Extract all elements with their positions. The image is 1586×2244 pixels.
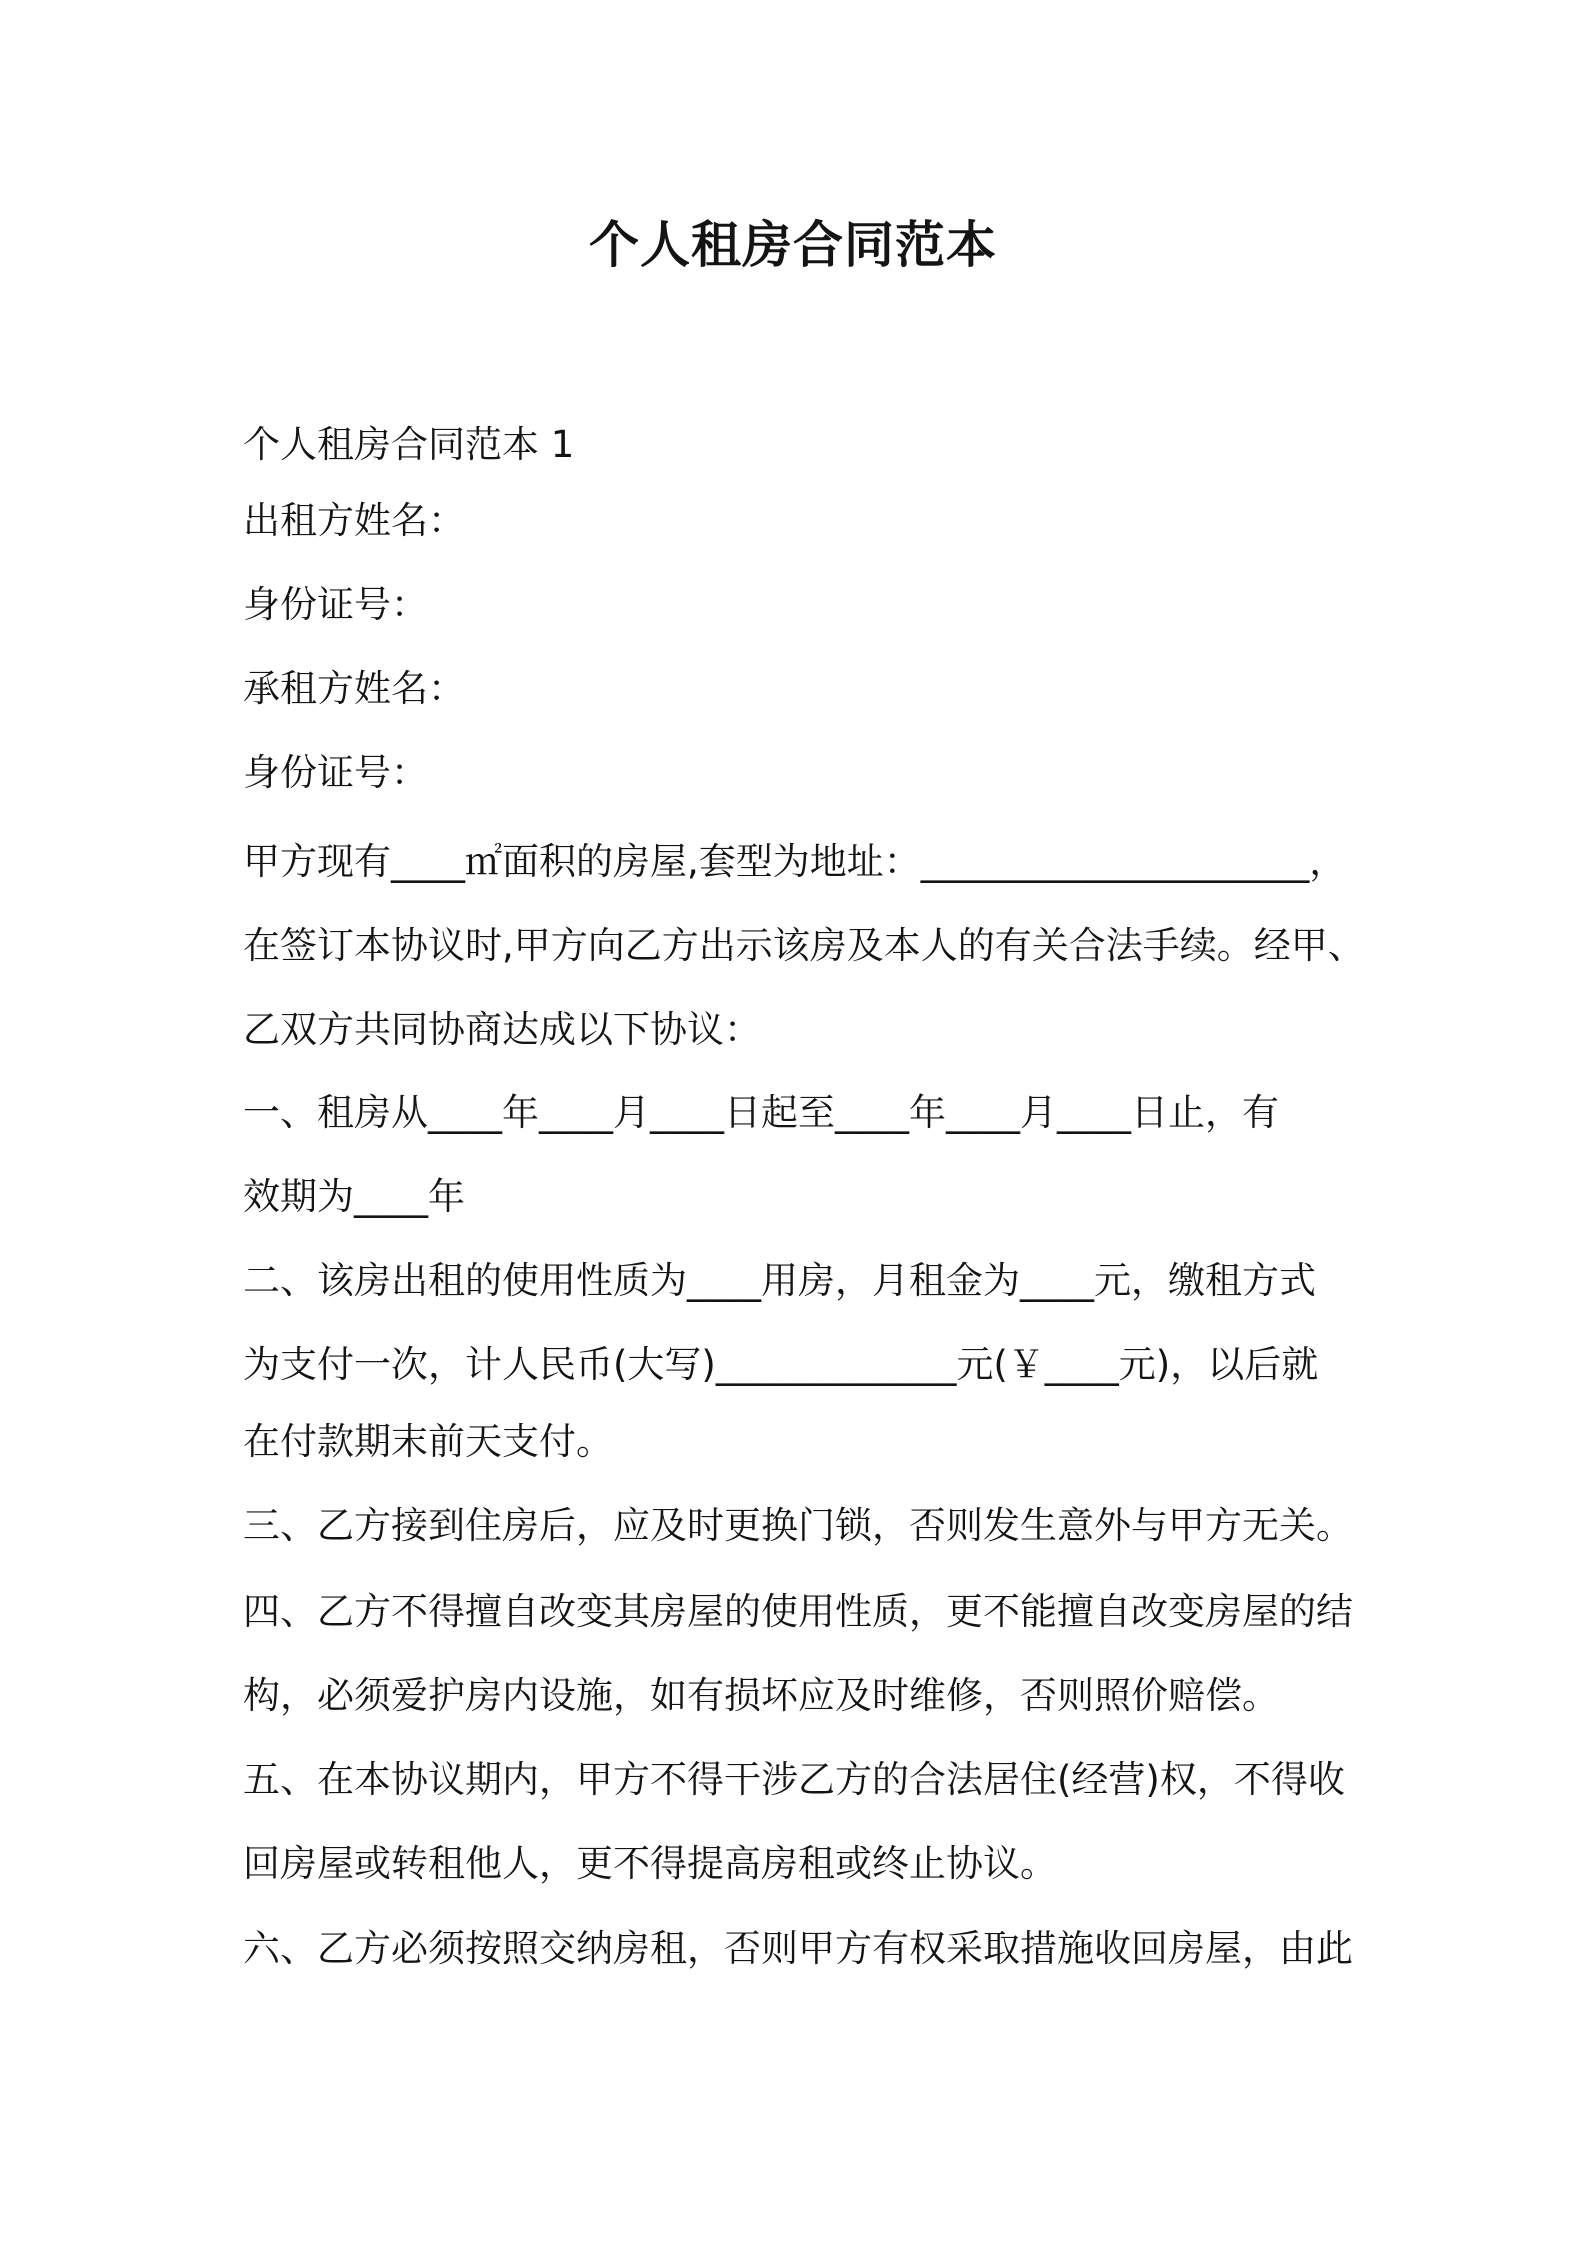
lessor-name-line: 出租方姓名： bbox=[243, 499, 465, 542]
clause-6-line: 六、乙方必须按照交纳房租，否则甲方有权采取措施收回房屋，由此 bbox=[243, 1927, 1353, 1970]
lessee-id-line: 身份证号： bbox=[243, 751, 428, 794]
body-line: 在签订本协议时,甲方向乙方出示该房及本人的有关合法手续。经甲、 bbox=[243, 924, 1365, 967]
section-heading: 个人租房合同范本 1 bbox=[243, 423, 575, 466]
clause-4-line: 构，必须爱护房内设施，如有损坏应及时维修，否则照价赔偿。 bbox=[243, 1674, 1279, 1717]
body-line: 乙双方共同协商达成以下协议： bbox=[243, 1008, 761, 1051]
document-title: 个人租房合同范本 bbox=[589, 216, 997, 274]
clause-1-line: 效期为____年 bbox=[243, 1175, 465, 1218]
clause-5-line: 回房屋或转租他人，更不得提高房租或终止协议。 bbox=[243, 1842, 1057, 1885]
clause-3-line: 三、乙方接到住房后，应及时更换门锁，否则发生意外与甲方无关。 bbox=[243, 1504, 1353, 1547]
clause-2-line: 二、该房出租的使用性质为____用房，月租金为____元，缴租方式 bbox=[243, 1259, 1316, 1302]
clause-2-line: 在付款期末前天支付。 bbox=[243, 1420, 613, 1463]
clause-1-line: 一、租房从____年____月____日起至____年____月____日止，有 bbox=[243, 1091, 1279, 1134]
lessor-id-line: 身份证号： bbox=[243, 583, 428, 626]
clause-4-line: 四、乙方不得擅自改变其房屋的使用性质，更不能擅自改变房屋的结 bbox=[243, 1590, 1353, 1633]
lessee-name-line: 承租方姓名： bbox=[243, 667, 465, 710]
body-line: 甲方现有____㎡面积的房屋,套型为地址：_____________________， bbox=[243, 840, 1347, 883]
clause-2-line: 为支付一次，计人民币(大写)_____________元(￥____元)，以后就 bbox=[243, 1343, 1319, 1386]
clause-5-line: 五、在本协议期内，甲方不得干涉乙方的合法居住(经营)权，不得收 bbox=[243, 1758, 1345, 1801]
